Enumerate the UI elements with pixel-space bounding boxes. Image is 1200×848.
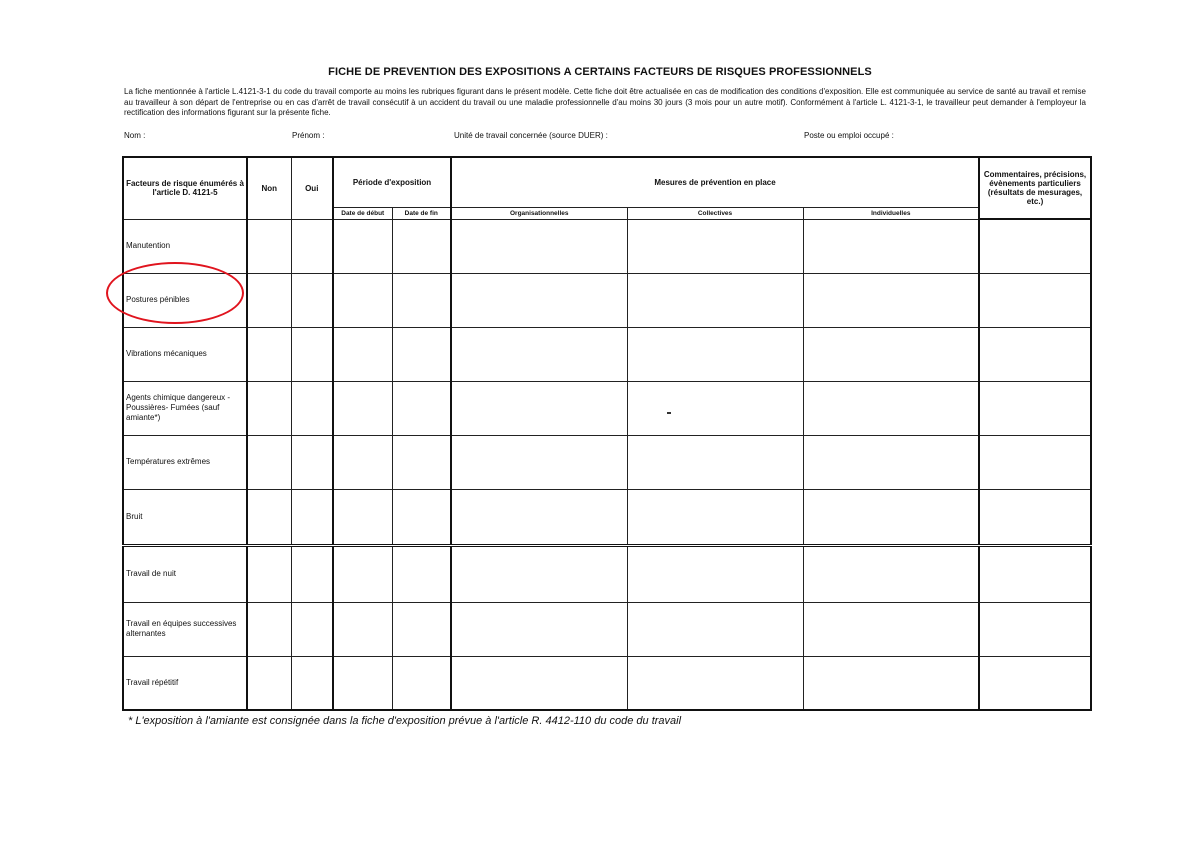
cell-date-debut[interactable]: [333, 602, 392, 656]
cell-collectives[interactable]: [627, 602, 803, 656]
cell-collectives[interactable]: [627, 273, 803, 327]
cell-date-debut[interactable]: [333, 219, 392, 273]
header-mesures: Mesures de prévention en place: [451, 157, 979, 207]
cell-individuelles[interactable]: [803, 656, 979, 710]
exposure-table: [122, 156, 1092, 711]
table-row: [123, 381, 1091, 435]
row-label-manutention: Manutention: [123, 219, 247, 273]
field-nom-label: Nom :: [124, 131, 146, 140]
cell-date-fin[interactable]: [392, 545, 451, 602]
cell-date-debut[interactable]: [333, 327, 392, 381]
cell-date-debut[interactable]: [333, 381, 392, 435]
scan-speck: [667, 412, 671, 414]
footnote: * L'exposition à l'amiante est consignée dans la fiche d'exposition prévue à l'article R. 4412-110 du code du travail: [128, 715, 682, 727]
field-poste-label: Poste ou emploi occupé :: [804, 131, 894, 140]
intro-text: La fiche mentionnée à l'article L.4121-3-1 du code du travail comporte au moins les rubriques figurant dans le présent modèle. Cette fiche doit être actualisée en cas de modification des conditions d'exposition. Elle est communiquée au service de santé au travail et remise au travailleur à son départ de l'entreprise ou en cas d'arrêt de travail consécutif à un accident du travail ou une maladie professionnelle d'au moins 30 jours (3 mois pour un autre motif). Conformément à l'article L. 4121-3-1, le travailleur peut demander à l'employeur la rectification des informations figurant sur la présente fiche.: [124, 87, 1086, 118]
cell-organisationnelles[interactable]: [451, 545, 627, 602]
cell-non[interactable]: [247, 381, 291, 435]
header-periode: Période d'exposition: [333, 157, 451, 207]
cell-commentaires[interactable]: [979, 656, 1091, 710]
form-title: FICHE DE PREVENTION DES EXPOSITIONS A CERTAINS FACTEURS DE RISQUES PROFESSIONNELS: [328, 66, 872, 78]
cell-date-debut[interactable]: [333, 273, 392, 327]
header-commentaires: Commentaires, précisions, évènements particuliers (résultats de mesurages, etc.): [979, 157, 1091, 219]
cell-date-fin[interactable]: [392, 381, 451, 435]
cell-date-fin[interactable]: [392, 489, 451, 545]
cell-collectives[interactable]: [627, 545, 803, 602]
cell-individuelles[interactable]: [803, 602, 979, 656]
row-label-postures: Postures pénibles: [123, 273, 247, 327]
cell-non[interactable]: [247, 602, 291, 656]
cell-organisationnelles[interactable]: [451, 489, 627, 545]
cell-non[interactable]: [247, 219, 291, 273]
cell-date-fin[interactable]: [392, 219, 451, 273]
table-row: [123, 327, 1091, 381]
cell-date-debut[interactable]: [333, 489, 392, 545]
row-label-bruit: Bruit: [123, 489, 247, 545]
cell-collectives[interactable]: [627, 489, 803, 545]
cell-organisationnelles[interactable]: [451, 656, 627, 710]
row-label-agents-chimiques: Agents chimique dangereux - Poussières- Fumées (sauf amiante*): [123, 381, 247, 435]
field-prenom-label: Prénom :: [292, 131, 325, 140]
cell-collectives[interactable]: [627, 381, 803, 435]
header-date-debut: Date de début: [333, 207, 392, 219]
cell-organisationnelles[interactable]: [451, 381, 627, 435]
row-label-travail-repetitif: Travail répétitif: [123, 656, 247, 710]
cell-commentaires[interactable]: [979, 489, 1091, 545]
cell-oui[interactable]: [291, 327, 333, 381]
cell-organisationnelles[interactable]: [451, 219, 627, 273]
header-collectives: Collectives: [627, 207, 803, 219]
cell-non[interactable]: [247, 545, 291, 602]
row-label-temperatures: Températures extrêmes: [123, 435, 247, 489]
header-organisationnelles: Organisationnelles: [451, 207, 627, 219]
table-row: [123, 435, 1091, 489]
cell-organisationnelles[interactable]: [451, 602, 627, 656]
table-row: [123, 489, 1091, 545]
cell-oui[interactable]: [291, 602, 333, 656]
cell-date-fin[interactable]: [392, 602, 451, 656]
cell-organisationnelles[interactable]: [451, 273, 627, 327]
header-non: Non: [247, 157, 291, 219]
cell-individuelles[interactable]: [803, 381, 979, 435]
table-row: [123, 273, 1091, 327]
cell-commentaires[interactable]: [979, 602, 1091, 656]
cell-organisationnelles[interactable]: [451, 327, 627, 381]
cell-oui[interactable]: [291, 273, 333, 327]
cell-non[interactable]: [247, 273, 291, 327]
cell-individuelles[interactable]: [803, 545, 979, 602]
cell-oui[interactable]: [291, 219, 333, 273]
table-row: [123, 656, 1091, 710]
cell-oui[interactable]: [291, 381, 333, 435]
cell-commentaires[interactable]: [979, 381, 1091, 435]
cell-individuelles[interactable]: [803, 273, 979, 327]
cell-individuelles[interactable]: [803, 219, 979, 273]
cell-individuelles[interactable]: [803, 327, 979, 381]
header-individuelles: Individuelles: [803, 207, 979, 219]
cell-individuelles[interactable]: [803, 435, 979, 489]
cell-non[interactable]: [247, 656, 291, 710]
cell-commentaires[interactable]: [979, 327, 1091, 381]
cell-oui[interactable]: [291, 435, 333, 489]
cell-date-fin[interactable]: [392, 435, 451, 489]
table-row: [123, 545, 1091, 602]
cell-collectives[interactable]: [627, 327, 803, 381]
row-label-vibrations: Vibrations mécaniques: [123, 327, 247, 381]
cell-oui[interactable]: [291, 656, 333, 710]
cell-non[interactable]: [247, 489, 291, 545]
cell-individuelles[interactable]: [803, 489, 979, 545]
row-label-travail-equipes: Travail en équipes successives alternantes: [123, 602, 247, 656]
cell-date-debut[interactable]: [333, 435, 392, 489]
cell-date-fin[interactable]: [392, 656, 451, 710]
highlight-circle: [106, 262, 244, 324]
cell-date-fin[interactable]: [392, 273, 451, 327]
table-row: [123, 219, 1091, 273]
row-label-travail-nuit: Travail de nuit: [123, 545, 247, 602]
cell-collectives[interactable]: [627, 656, 803, 710]
cell-non[interactable]: [247, 327, 291, 381]
header-oui: Oui: [291, 157, 333, 219]
cell-oui[interactable]: [291, 545, 333, 602]
table-row: [123, 602, 1091, 656]
cell-collectives[interactable]: [627, 219, 803, 273]
cell-date-debut[interactable]: [333, 656, 392, 710]
field-unite-label: Unité de travail concernée (source DUER) :: [454, 131, 608, 140]
header-facteurs: Facteurs de risque énumérés à l'article D. 4121-5: [123, 157, 247, 219]
cell-commentaires[interactable]: [979, 545, 1091, 602]
cell-date-fin[interactable]: [392, 327, 451, 381]
cell-commentaires[interactable]: [979, 273, 1091, 327]
cell-date-debut[interactable]: [333, 545, 392, 602]
cell-oui[interactable]: [291, 489, 333, 545]
cell-commentaires[interactable]: [979, 435, 1091, 489]
header-date-fin: Date de fin: [392, 207, 451, 219]
cell-collectives[interactable]: [627, 435, 803, 489]
cell-non[interactable]: [247, 435, 291, 489]
cell-organisationnelles[interactable]: [451, 435, 627, 489]
cell-commentaires[interactable]: [979, 219, 1091, 273]
